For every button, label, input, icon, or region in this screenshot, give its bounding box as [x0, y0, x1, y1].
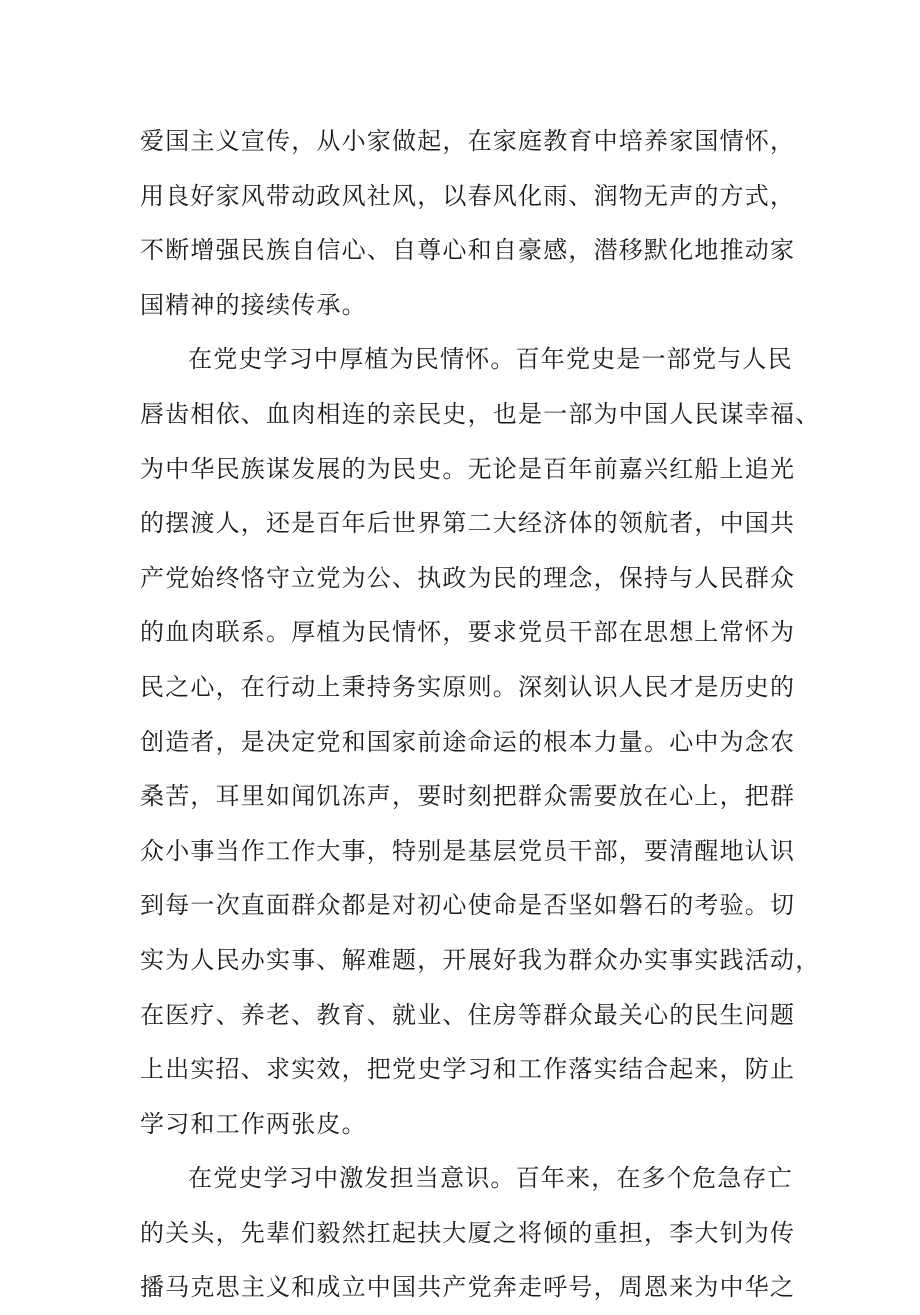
text-line: 创造者，是决定党和国家前途命运的根本力量。心中为念农 [140, 727, 796, 756]
text-line: 唇齿相依、血肉相连的亲民史，也是一部为中国人民谋幸福、 [140, 399, 821, 428]
text-line: 爱国主义宣传，从小家做起，在家庭教育中培养家国情怀， [140, 127, 796, 155]
text-line: 实为人民办实事、解难题，开展好我为群众办实事实践活动， [140, 945, 821, 974]
paragraph-people-sentiment [140, 332, 821, 1151]
text-line: 用良好家风带动政风社风，以春风化雨、润物无声的方式， [140, 181, 796, 210]
paragraph-family-patriotism [140, 114, 796, 332]
text-line: 桑苦，耳里如闻饥冻声，要时刻把群众需要放在心上，把群 [140, 782, 796, 811]
text-line: 众小事当作工作大事，特别是基层党员干部，要清醒地认识 [140, 836, 796, 865]
text-line: 的摆渡人，还是百年后世界第二大经济体的领航者，中国共 [140, 509, 796, 538]
text-line: 民之心，在行动上秉持务实原则。深刻认识人民才是历史的 [140, 672, 796, 701]
text-line: 为中华民族谋发展的为民史。无论是百年前嘉兴红船上追光 [140, 454, 796, 483]
text-line: 到每一次直面群众都是对初心使命是否坚如磐石的考验。切 [140, 891, 796, 920]
text-line: 的血肉联系。厚植为民情怀，要求党员干部在思想上常怀为 [140, 618, 796, 647]
text-line: 学习和工作两张皮。 [140, 1109, 367, 1138]
text-line: 产党始终恪守立党为公、执政为民的理念，保持与人民群众 [140, 563, 796, 592]
text-line: 在党史学习中厚植为民情怀。百年党史是一部党与人民 [188, 345, 793, 374]
text-line: 在党史学习中激发担当意识。百年来，在多个危急存亡 [188, 1164, 793, 1193]
text-line: 不断增强民族自信心、自尊心和自豪感，潜移默化地推动家 [140, 236, 796, 265]
text-line: 上出实招、求实效，把党史学习和工作落实结合起来，防止 [140, 1055, 796, 1084]
paragraph-responsibility [140, 1151, 796, 1315]
text-line: 在医疗、养老、教育、就业、住房等群众最关心的民生问题 [140, 1000, 796, 1029]
text-line: 播马克思主义和成立中国共产党奔走呼号，周恩来为中华之 [140, 1273, 796, 1302]
text-line: 国精神的接续传承。 [140, 290, 367, 319]
document-body [140, 114, 821, 1315]
text-line: 的关头，先辈们毅然扛起扶大厦之将倾的重担，李大钊为传 [140, 1218, 796, 1247]
